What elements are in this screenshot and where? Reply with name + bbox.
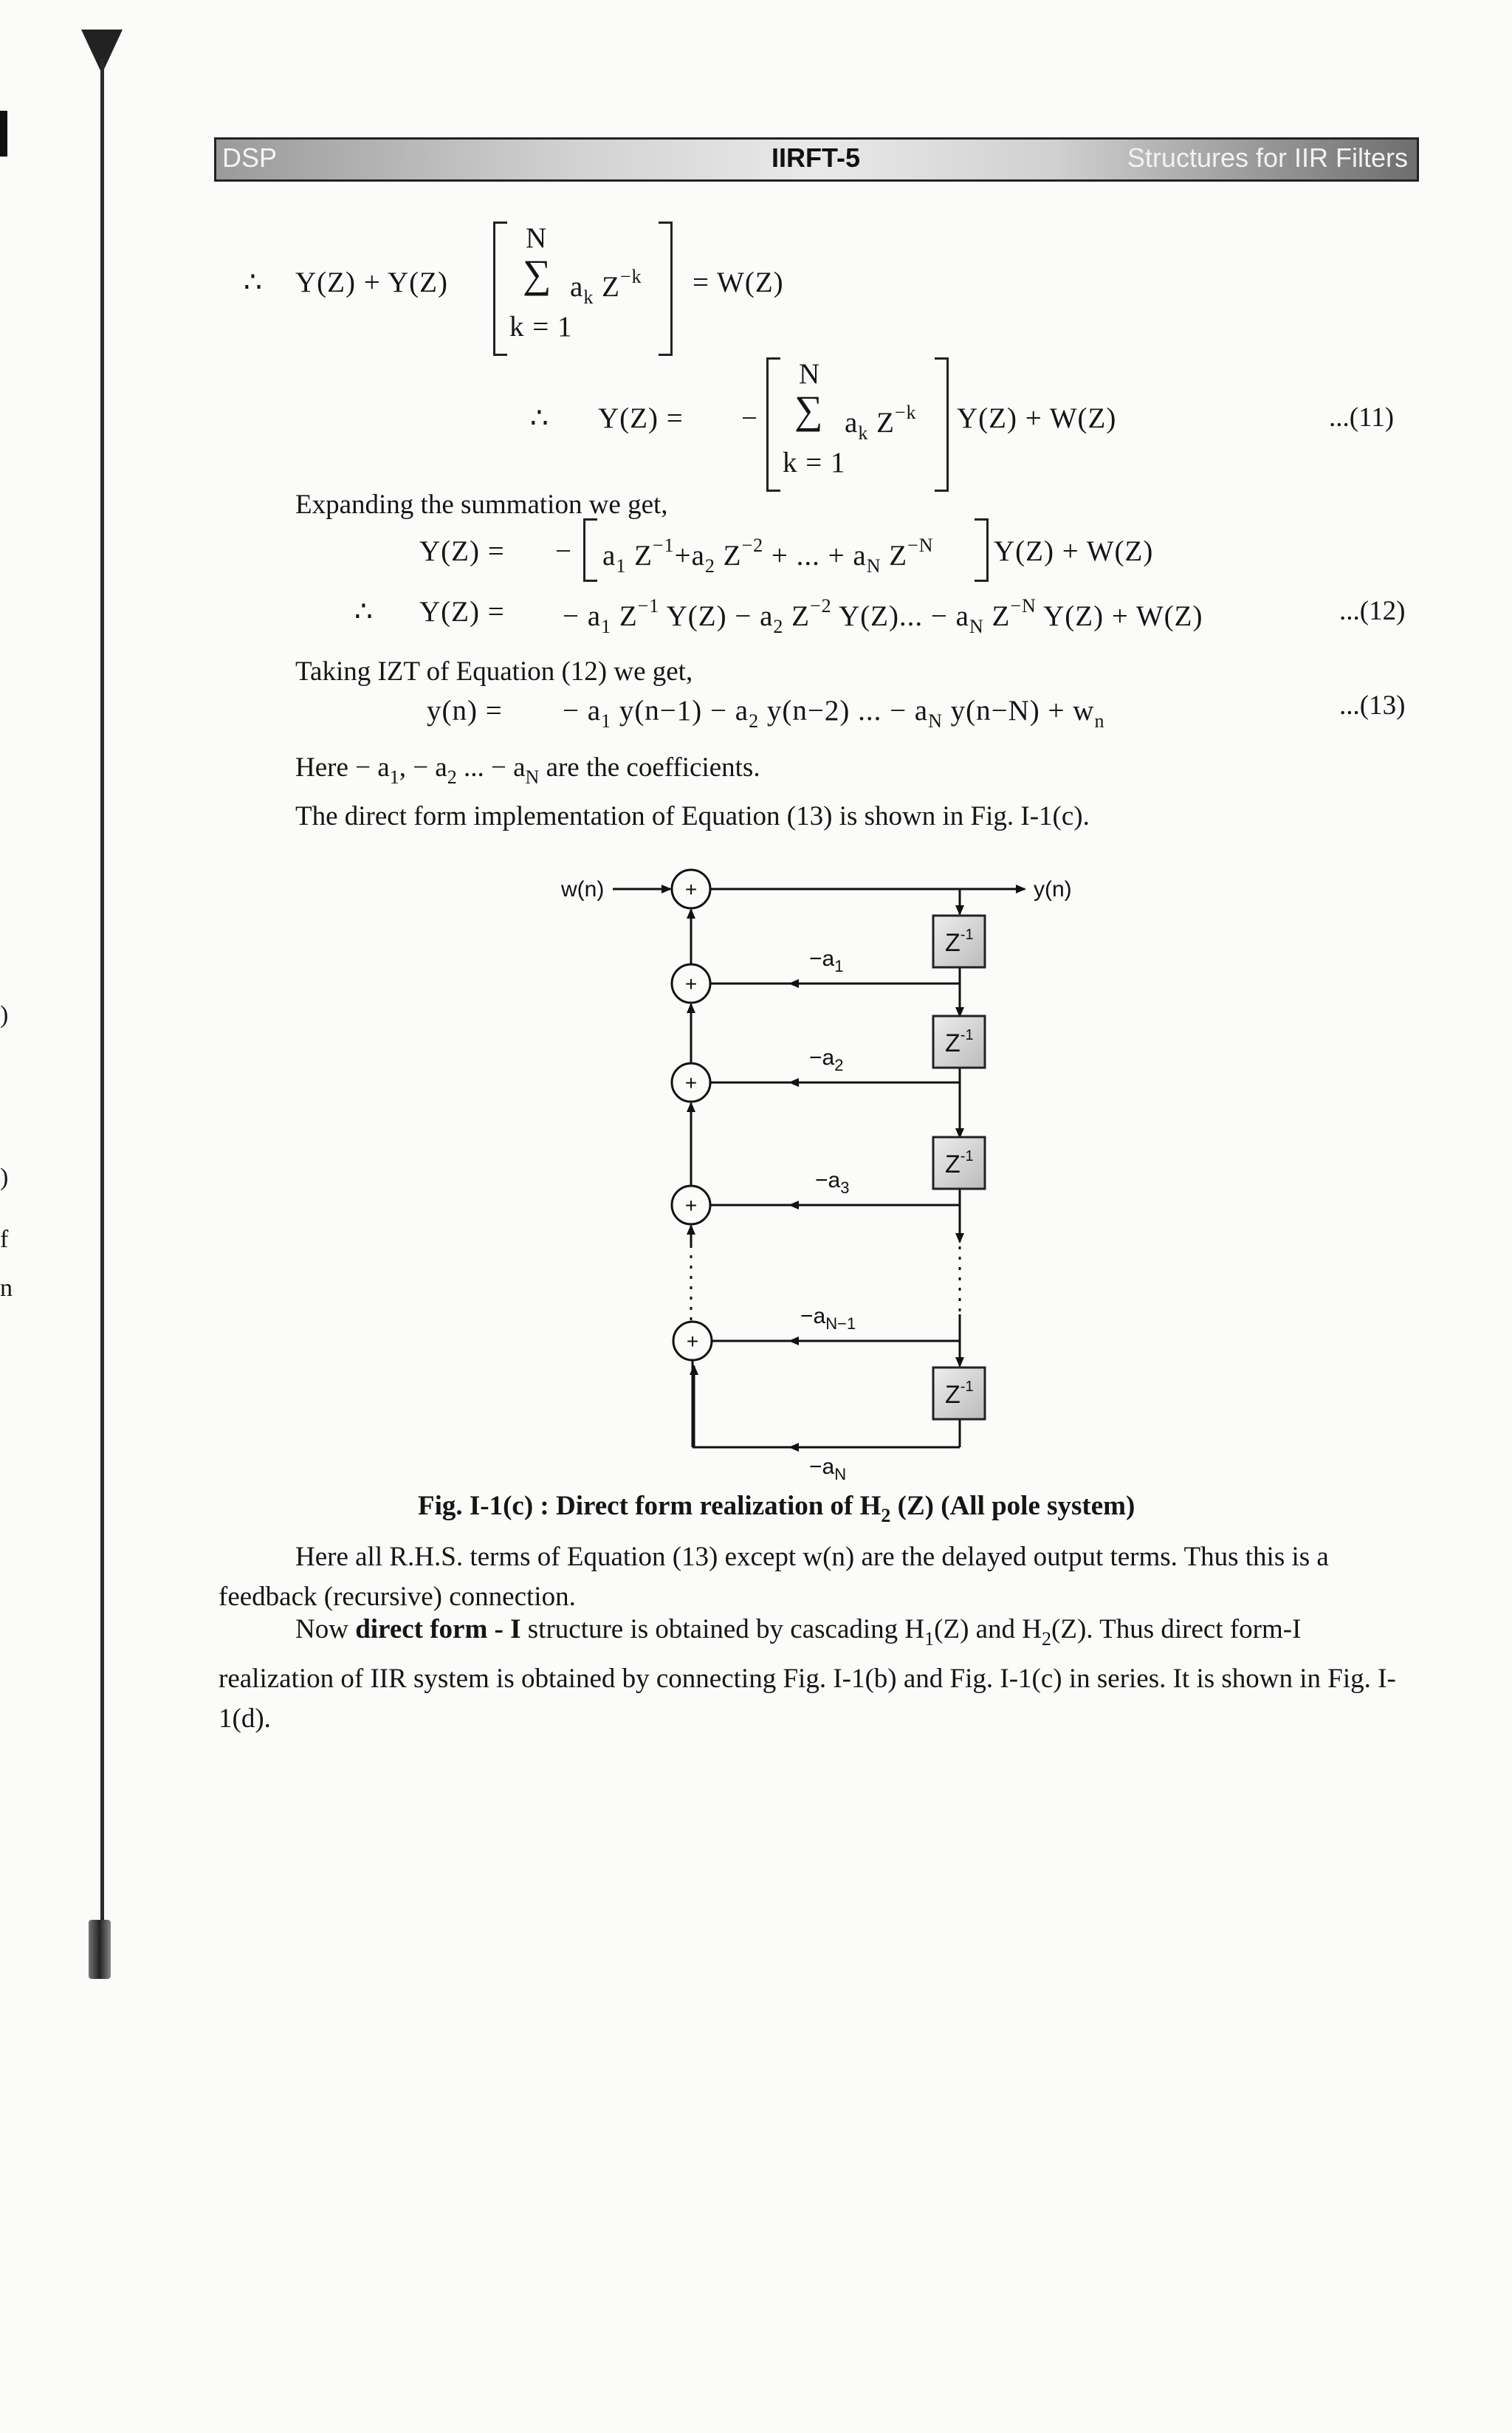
direct-form-block-diagram <box>561 857 1078 1499</box>
adder-symbol: + <box>684 878 698 901</box>
equation-lhs: Y(Z) + Y(Z) <box>295 267 448 298</box>
margin-fragment: ) <box>0 1164 9 1191</box>
equation-lhs: Y(Z) = <box>598 402 684 434</box>
therefore-symbol: ∴ <box>530 402 549 434</box>
left-bracket <box>766 357 780 492</box>
left-bracket <box>583 518 597 582</box>
equation-rhs: = W(Z) <box>693 267 784 298</box>
header-subject: DSP <box>222 143 278 173</box>
coefficient-label: $-a_{N-1}$ <box>800 1304 856 1333</box>
body-text-expanding: Expanding the summation we get, <box>295 490 668 520</box>
sum-lower-limit: k = 1 <box>509 311 573 343</box>
coefficient-label: $-a_N$ <box>809 1455 847 1483</box>
margin-fragment: n <box>0 1274 13 1302</box>
margin-fragment: ) <box>0 1001 9 1029</box>
sum-lower-limit: k = 1 <box>783 447 846 478</box>
body-text-direct-form: The direct form implementation of Equation (13) is shown in Fig. I-1(c). <box>295 801 1090 831</box>
binding-spine <box>96 30 109 1979</box>
coefficient-label: $-a_1$ <box>809 947 844 975</box>
left-bracket <box>493 222 507 356</box>
equation-number: ...(11) <box>1329 402 1395 433</box>
left-edge-mark <box>0 111 7 157</box>
input-label: w(n) <box>561 877 605 902</box>
delay-label: $Z^{-1}$ <box>945 1379 974 1409</box>
spine-bottom-mark <box>89 1920 111 1979</box>
therefore-symbol: ∴ <box>244 267 263 298</box>
expansion-terms: $a_1$ $Z^{-1}+a_2$ $Z^{-2}$ + ... + $a_N$ $Z^{-N}$ <box>602 535 934 577</box>
sum-upper-limit: N <box>526 222 548 254</box>
equation-rhs: Y(Z) + W(Z) <box>994 535 1154 567</box>
sum-body: $a_k$ $Z^{-k}$ <box>570 266 642 308</box>
equation-lhs: Y(Z) = <box>419 596 505 628</box>
figure-caption: Fig. I-1(c) : Direct form realization of $H_2$ (Z) (All pole system) <box>418 1491 1135 1526</box>
coefficient-label: $-a_3$ <box>815 1168 850 1197</box>
right-bracket <box>975 518 989 582</box>
minus-sign: − <box>555 535 572 567</box>
coefficient-label: $-a_2$ <box>809 1046 844 1074</box>
right-bracket <box>659 222 673 356</box>
therefore-symbol: ∴ <box>354 596 374 628</box>
sigma-symbol: ∑ <box>523 252 552 296</box>
header-page-number: IIRFT-5 <box>772 143 861 173</box>
body-text-taking: Taking IZT of Equation (12) we get, <box>295 656 693 687</box>
right-bracket <box>935 357 949 492</box>
sigma-symbol: ∑ <box>794 388 824 432</box>
delay-label: $Z^{-1}$ <box>945 1148 974 1178</box>
page-header <box>214 137 1419 182</box>
adder-symbol: + <box>684 1194 698 1217</box>
adder-symbol: + <box>684 1071 698 1094</box>
equation-lhs: Y(Z) = <box>419 535 505 567</box>
adder-symbol: + <box>684 972 698 995</box>
delay-label: $Z^{-1}$ <box>945 927 974 957</box>
delay-label: $Z^{-1}$ <box>945 1027 974 1057</box>
equation-number: ...(12) <box>1339 596 1406 626</box>
equation-terms: − $a_1$ $y(n-1) - a_2$ y(n−2) ... − $a_N$ $y(n-N) + w_n$ <box>563 695 1105 732</box>
equation-lhs: y(n) = <box>427 695 503 727</box>
equation-terms: − $a_1$ $Z^{-1}$ $Y(Z) - a_2$ $Z^{-2}$ Y(Z)... − $a_N$ $Z^{-N}$ Y(Z) + W(Z) <box>563 595 1203 637</box>
margin-fragment: f <box>0 1226 9 1253</box>
output-label: y(n) <box>1034 877 1072 902</box>
minus-sign: − <box>741 402 758 434</box>
sum-upper-limit: N <box>799 358 821 390</box>
equation-number: ...(13) <box>1339 690 1406 721</box>
equation-rhs: Y(Z) + W(Z) <box>957 402 1117 434</box>
paragraph-direct-form-i: Now direct form - I structure is obtained by cascading $H_1(Z)$ and $H_2(Z)$. Thus direct form-I realization of IIR system is obtained by connecting Fig. I-1(b) and Fig. I-1(c) in series. It is shown in Fig. I-1(d). <box>219 1614 1396 1734</box>
adder-symbol: + <box>686 1330 699 1353</box>
spine-bar <box>100 59 104 1964</box>
header-chapter: Structures for IIR Filters <box>1127 143 1408 173</box>
sum-body: $a_k$ $Z^{-k}$ <box>845 402 917 444</box>
paragraph-feedback: Here all R.H.S. terms of Equation (13) except w(n) are the delayed output terms. Thus this is a feedback (recursive) connection. <box>219 1542 1329 1612</box>
body-text-coefficients: Here − $a_1$, − $a_2$ ... − $a_N$ are the coefficients. <box>295 752 760 788</box>
